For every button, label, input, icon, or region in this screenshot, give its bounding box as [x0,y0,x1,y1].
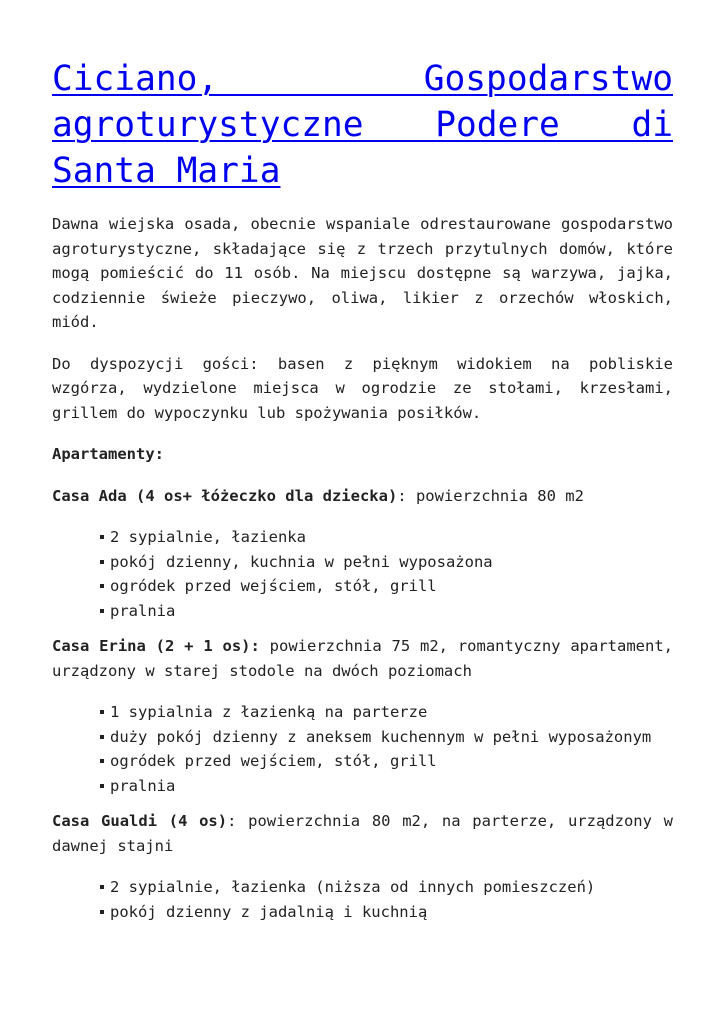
apartment-ada-features [52,525,673,623]
list-item: ogródek przed wejściem, stół, grill [110,749,673,774]
apartment-erina-heading [52,634,673,683]
list-item: pokój dzienny z jadalnią i kuchnią [110,900,673,925]
list-item: pokój dzienny, kuchnia w pełni wyposażona [110,550,673,575]
article-body [52,212,673,935]
apartment-description: : powierzchnia 80 m2 [397,486,584,505]
list-item: pralnia [110,774,673,799]
apartment-name: Casa Gualdi (4 os) [52,812,228,830]
list-item: pralnia [110,599,673,624]
list-item: 2 sypialnie, łazienka (niższa od innych pomieszczeń) [110,875,673,900]
apartment-name: Casa Ada (4 os+ łóżeczko dla dziecka) [52,486,398,505]
page-title [52,56,673,194]
apartment-description: : powierzchnia 80 m2, na parterze, urządzony w dawnej stajni [52,812,673,855]
intro-paragraph: Dawna wiejska osada, obecnie wspaniale odrestaurowane gospodarstwo agroturystyczne, składające się z trzech przytulnych domów, które mogą pomieścić do 11 osób. Na miejscu dostępne są warzywa, jajka, codziennie świeże pieczywo, oliwa, likier z orzechów włoskich, miód. [52,215,673,331]
list-item: 1 sypialnia z łazienką na parterze [110,700,673,725]
amenities-paragraph: Do dyspozycji gości: basen z pięknym widokiem na pobliskie wzgórza, wydzielone miejsca w ogrodzie ze stołami, krzesłami, grillem do wypoczynku lub spożywania posiłków. [52,354,673,422]
apartment-gualdi-heading [52,809,673,858]
apartments-heading: Apartamenty: [52,445,164,463]
list-item: ogródek przed wejściem, stół, grill [110,574,673,599]
apartment-ada-heading [52,484,673,509]
apartment-description: powierzchnia 75 m2, romantyczny apartament, urządzony w starej stodole na dwóch poziomach [52,637,673,680]
apartment-name: Casa Erina (2 + 1 os): [52,637,260,655]
title-link[interactable]: Ciciano, Gospodarstwo agroturystyczne Podere di Santa Maria [52,59,673,191]
apartment-erina-features [52,700,673,798]
apartment-gualdi-features [52,875,673,924]
list-item: 2 sypialnie, łazienka [110,525,673,550]
list-item: duży pokój dzienny z aneksem kuchennym w pełni wyposażonym [110,725,673,750]
